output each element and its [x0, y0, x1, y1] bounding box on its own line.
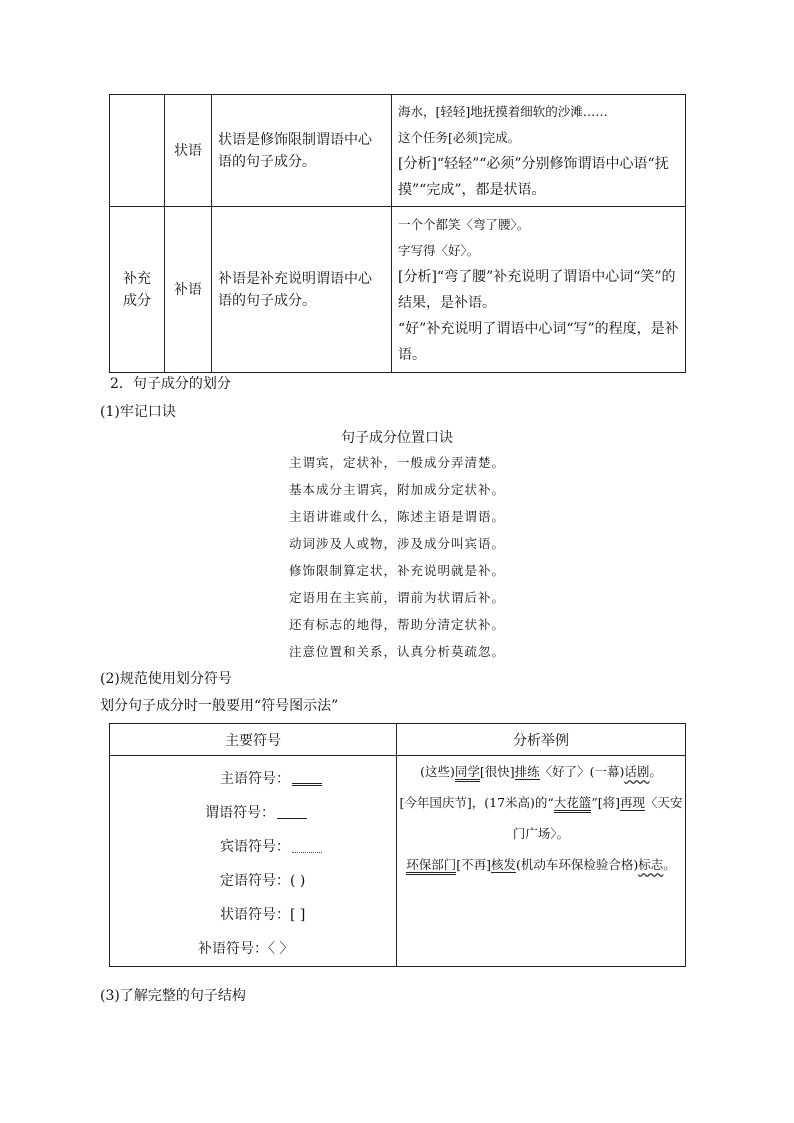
analysis-text: [分析]“轻轻”“必须”分别修饰谓语中心语“抚摸”“完成”，都是状语。 — [398, 155, 669, 198]
symbol-list — [110, 756, 397, 967]
predicate-symbol: 谓语符号： — [110, 796, 396, 830]
table-row — [110, 95, 686, 207]
example-3: 环保部门[不再]核发(机动车环保检验合格)标志。 — [397, 849, 685, 880]
definition-cell: 状语是修饰限制谓语中心语的句子成分。 — [212, 95, 392, 207]
poem-line: 修饰限制算定状，补充说明就是补。 — [288, 563, 505, 578]
adverbial-symbol: 状语符号：[ ] — [220, 907, 306, 923]
example-cell — [392, 207, 686, 373]
complement-symbol: 补语符号：〈 〉 — [198, 941, 294, 957]
header-symbols: 主要符号 — [110, 724, 397, 756]
attribute-symbol: 定语符号：( ) — [220, 873, 306, 889]
example-1: (这些)同学[很快]排练〈好了〉(一幕)话剧。 — [397, 756, 685, 787]
section-heading: 2．句子成分的划分 — [110, 376, 231, 392]
group-cell: 补充成分 — [110, 207, 165, 373]
analysis-text: [分析]“弯了腰”补充说明了谓语中心词“笑”的结果，是补语。 — [398, 268, 676, 311]
subsection-heading: (1)牢记口诀 — [100, 404, 176, 420]
poem-title: 句子成分位置口诀 — [341, 430, 453, 446]
poem-line: 主语讲谁或什么，陈述主语是谓语。 — [288, 509, 505, 524]
analysis-examples — [397, 756, 686, 967]
subsection-heading: (3)了解完整的句子结构 — [100, 988, 246, 1004]
table-row — [110, 207, 686, 373]
subsection-heading: (2)规范使用划分符号 — [100, 671, 232, 687]
poem — [0, 449, 794, 665]
header-examples: 分析举例 — [397, 724, 686, 756]
poem-line: 定语用在主宾前，谓前为状谓后补。 — [288, 590, 505, 605]
wave-line-mark — [292, 842, 322, 853]
example-line: 一个个都笑〈弯了腰〉。 — [398, 216, 530, 232]
term-cell: 状语 — [165, 95, 212, 207]
solid-line-mark — [277, 808, 307, 819]
sentence-component-table — [109, 94, 686, 373]
subject-symbol: 主语符号： — [110, 762, 396, 796]
subsection-desc: 划分句子成分时一般要用“符号图示法” — [100, 698, 339, 714]
poem-line: 主谓宾，定状补，一般成分弄清楚。 — [288, 455, 505, 470]
example-line: 海水，[轻轻]地抚摸着细软的沙滩…… — [398, 103, 608, 119]
poem-line: 基本成分主谓宾，附加成分定状补。 — [288, 482, 505, 497]
object-symbol: 宾语符号： — [110, 830, 396, 864]
poem-line: 注意位置和关系，认真分析莫疏忽。 — [288, 644, 505, 659]
poem-line: 动词涉及人或物，涉及成分叫宾语。 — [288, 536, 505, 551]
example-2: [今年国庆节]，(17米高)的“大花篮”[将]再现〈天安门广场〉。 — [399, 795, 683, 841]
definition-cell: 补语是补充说明谓语中心语的句子成分。 — [212, 207, 392, 373]
group-cell — [110, 95, 165, 207]
symbol-table — [109, 723, 686, 967]
analysis-text: “好”补充说明了谓语中心词“写”的程度，是补语。 — [398, 320, 679, 363]
term-cell: 补语 — [165, 207, 212, 373]
poem-line: 还有标志的地得，帮助分清定状补。 — [288, 617, 505, 632]
example-line: 字写得〈好〉。 — [398, 242, 480, 258]
example-line: 这个任务[必须]完成。 — [398, 129, 521, 145]
example-cell — [392, 95, 686, 207]
double-line-mark — [292, 773, 322, 786]
